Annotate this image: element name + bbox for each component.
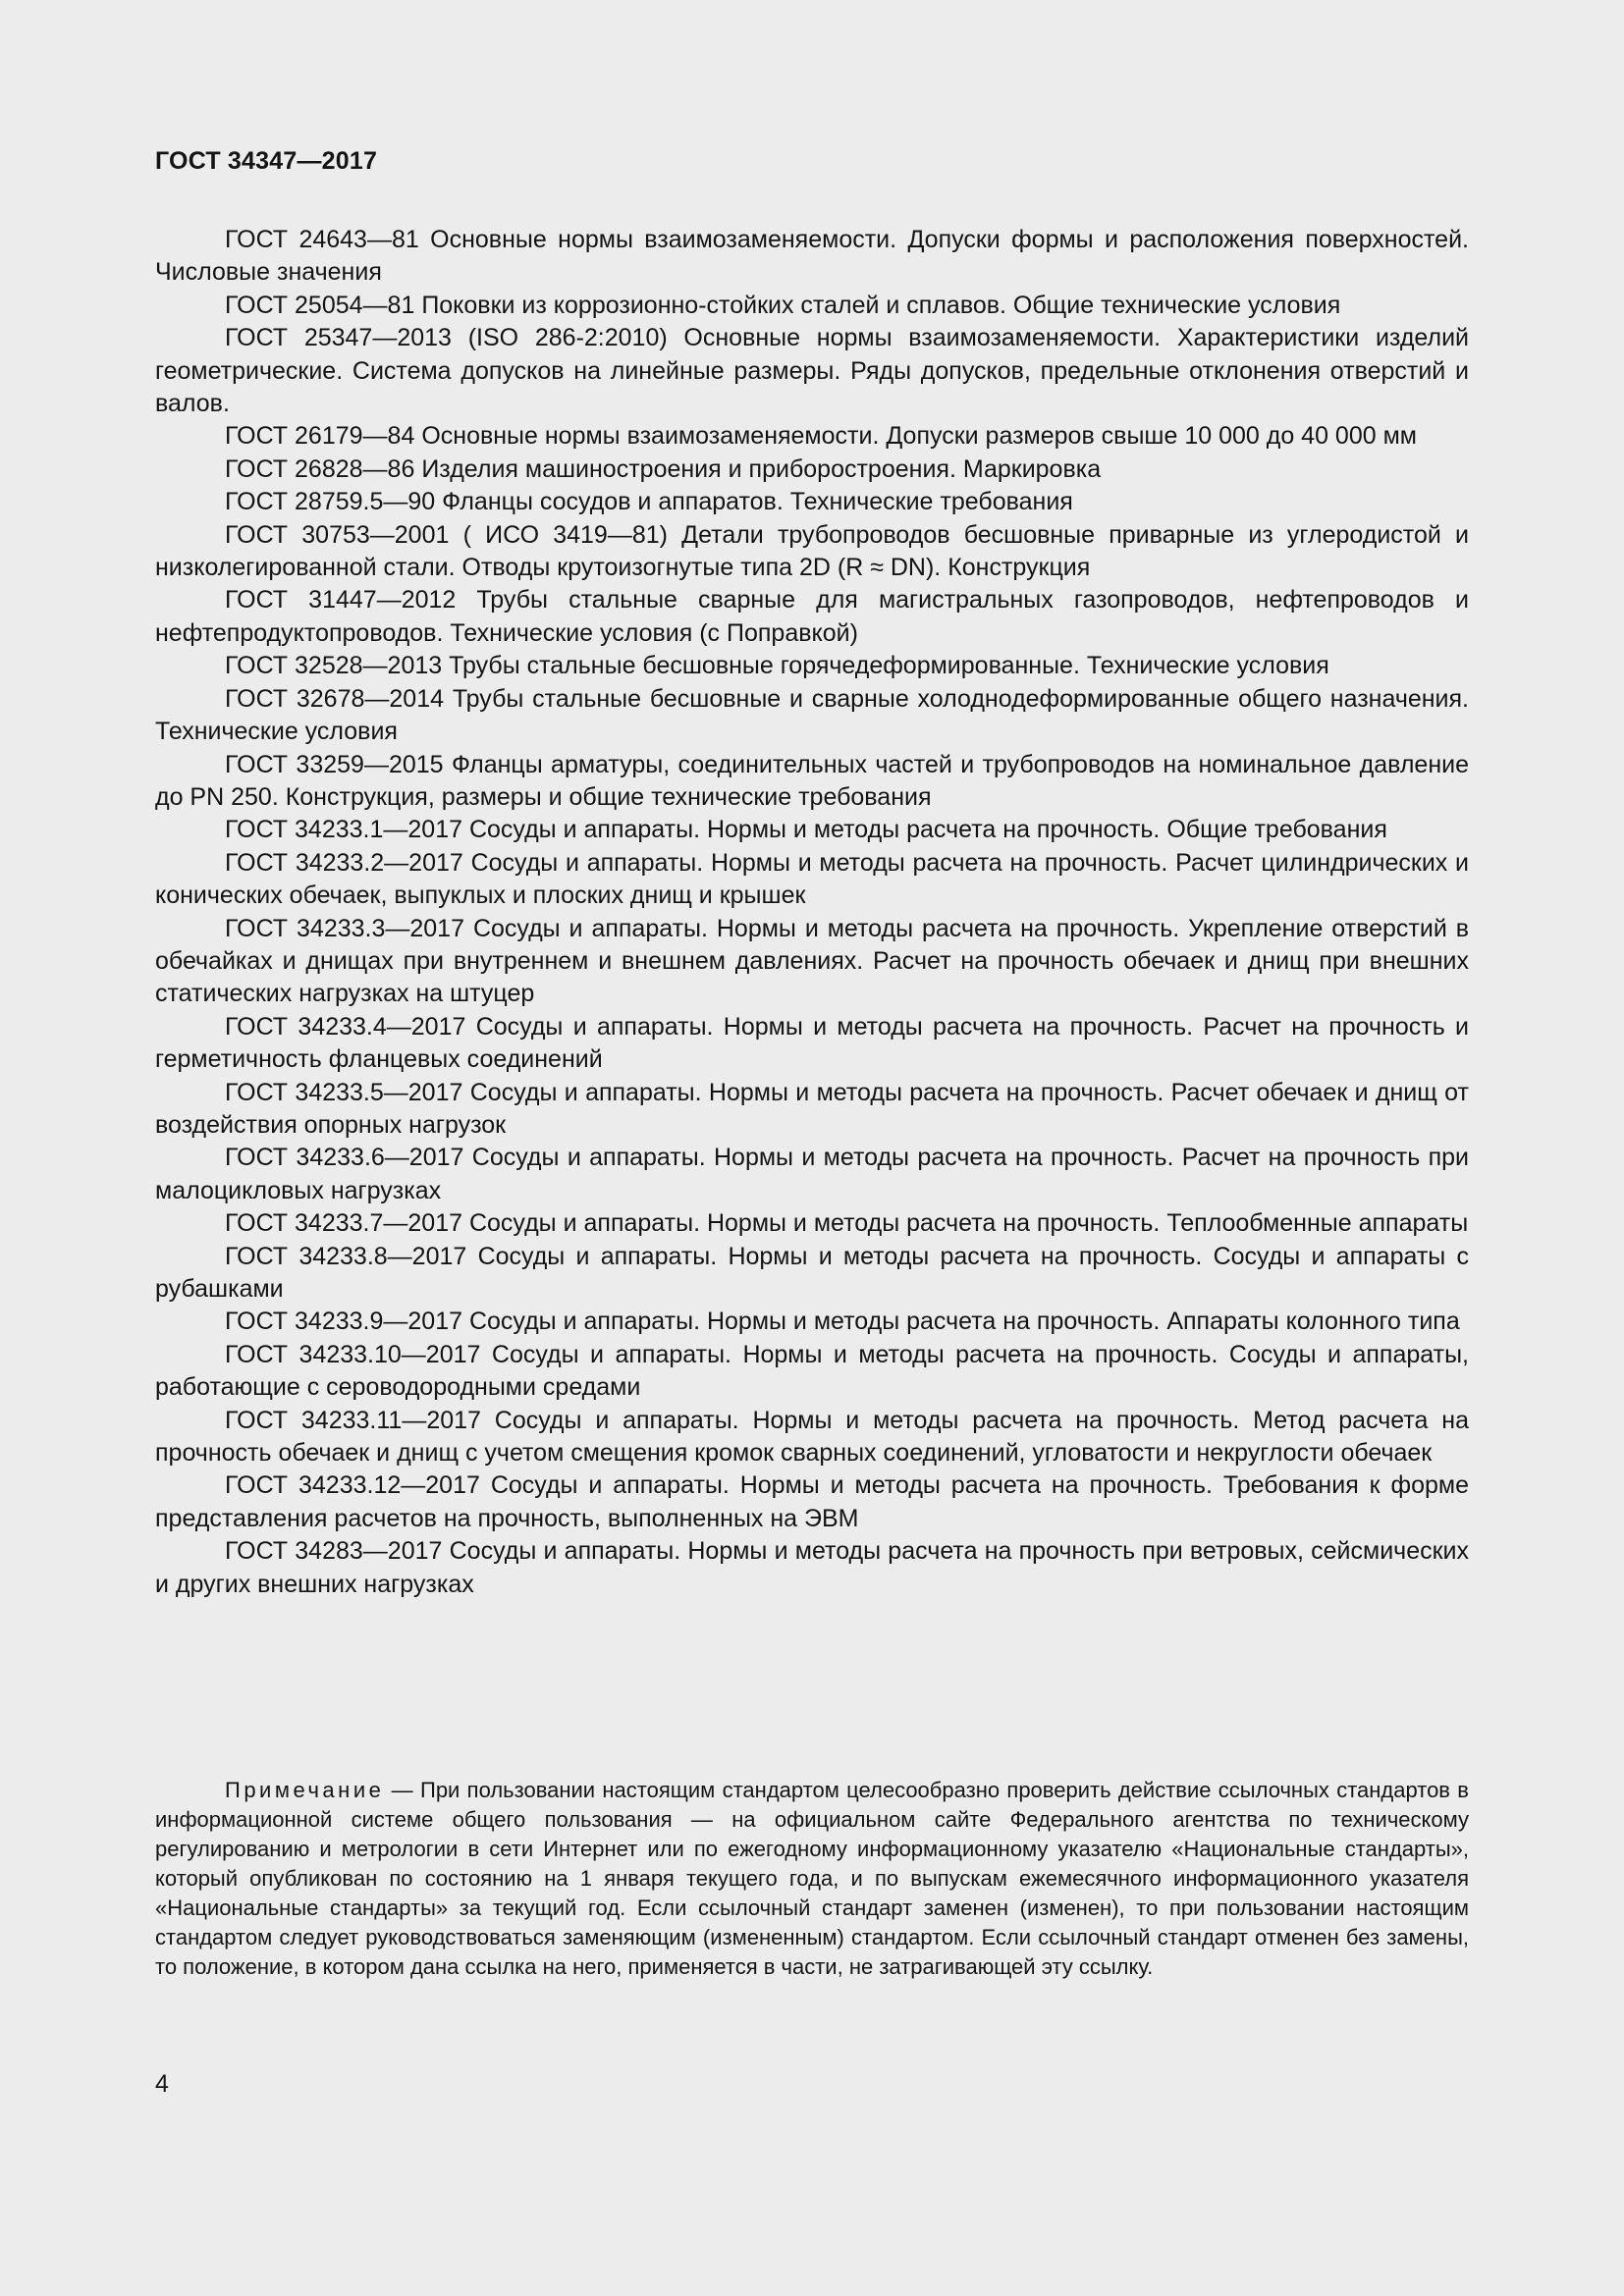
reference-item — [155, 1469, 1469, 1535]
reference-code: ГОСТ 34233.11—2017 — [225, 1406, 481, 1434]
reference-code: ГОСТ 34233.9—2017 — [225, 1308, 463, 1336]
reference-item — [155, 519, 1469, 585]
reference-code: ГОСТ 34233.10—2017 — [225, 1340, 481, 1368]
reference-code: ГОСТ 34233.4—2017 — [225, 1012, 466, 1041]
reference-item — [155, 1077, 1469, 1143]
reference-item — [155, 420, 1469, 453]
reference-title: Сосуды и аппараты. Нормы и методы расчета на прочность. Требования к форме представления расчетов на прочность, выполненных на ЭВМ — [155, 1471, 1469, 1532]
reference-code: ГОСТ 28759.5—90 — [225, 488, 436, 516]
reference-item — [155, 1339, 1469, 1405]
reference-item — [155, 1535, 1469, 1601]
reference-item — [155, 1241, 1469, 1307]
reference-item — [155, 683, 1469, 749]
reference-code: ГОСТ 25347—2013 — [225, 324, 452, 352]
note-paragraph — [155, 1776, 1469, 1982]
note-dash: — — [391, 1778, 413, 1802]
reference-title: Трубы стальные бесшовные и сварные холоднодеформированные общего назначения. Технические условия — [155, 684, 1469, 746]
reference-item — [155, 454, 1469, 486]
reference-code: ГОСТ 30753—2001 — [225, 520, 450, 549]
reference-code: ГОСТ 32678—2014 — [225, 684, 445, 713]
document-header-code: ГОСТ 34347—2017 — [155, 147, 378, 175]
reference-title: Трубы стальные бесшовные горячедеформированные. Технические условия — [449, 652, 1329, 680]
reference-code: ГОСТ 31447—2012 — [225, 586, 457, 614]
reference-code: ГОСТ 34233.3—2017 — [225, 914, 464, 942]
reference-title: Сосуды и аппараты. Нормы и методы расчета на прочность. Расчет на прочность при малоцикловых нагрузках — [155, 1144, 1469, 1204]
reference-title: Сосуды и аппараты. Нормы и методы расчета на прочность. Сосуды и аппараты с рубашками — [155, 1242, 1469, 1303]
reference-title: Поковки из коррозионно-стойких сталей и сплавов. Общие технические условия — [421, 291, 1341, 319]
reference-title: Сосуды и аппараты. Нормы и методы расчета на прочность. Расчет на прочность и герметичность фланцевых соединений — [155, 1012, 1469, 1074]
reference-code: ГОСТ 32528—2013 — [225, 652, 443, 680]
page-number: 4 — [155, 2070, 169, 2098]
reference-item — [155, 814, 1469, 846]
reference-item — [155, 847, 1469, 913]
reference-title: Сосуды и аппараты. Нормы и методы расчета на прочность. Аппараты колонного типа — [468, 1308, 1460, 1336]
reference-code: ГОСТ 33259—2015 — [225, 750, 444, 778]
reference-title: Сосуды и аппараты. Нормы и методы расчета на прочность. Укрепление отверстий в обечайках и днищах при внутреннем и внешнем давлениях. Расчет на прочность обечаек и днищ при внешних статических нагрузках на штуцер — [155, 914, 1469, 1008]
note-label: Примечание — [225, 1778, 385, 1802]
reference-code: ГОСТ 34233.1—2017 — [225, 816, 463, 844]
normative-references-list — [155, 224, 1469, 1601]
reference-item — [155, 650, 1469, 682]
reference-item — [155, 913, 1469, 1011]
reference-item — [155, 224, 1469, 290]
reference-title: Сосуды и аппараты. Нормы и методы расчета на прочность. Расчет обечаек и днищ от воздействия опорных нагрузок — [155, 1078, 1469, 1139]
reference-title: Сосуды и аппараты. Нормы и методы расчета на прочность. Теплообменные аппараты — [468, 1209, 1469, 1238]
note-text: При пользовании настоящим стандартом целесообразно проверить действие ссылочных стандартов в информационной системе общего пользования — на официальном сайте Федерального агентства по техническому регулированию и метрологии в сети Интернет или по ежегодному информационному указателю «Национальные стандарты», который опубликован по состоянию на 1 января текущего года, и по выпускам ежемесячного информационного указателя «Национальные стандарты» за текущий год. Если ссылочный стандарт заменен (изменен), то при пользовании настоящим стандартом следует руководствоваться заменяющим (измененным) стандартом. Если ссылочный стандарт отменен без замены, то положение, в котором дана ссылка на него, применяется в части, не затрагивающей эту ссылку. — [155, 1778, 1469, 1979]
reference-code: ГОСТ 26828—86 — [225, 454, 415, 483]
reference-title: Сосуды и аппараты. Нормы и методы расчета на прочность. Сосуды и аппараты, работающие с сероводородными средами — [155, 1340, 1469, 1402]
reference-title: Основные нормы взаимозаменяемости. Допуски формы и расположения поверхностей. Числовые значения — [155, 226, 1469, 287]
reference-title: Фланцы арматуры, соединительных частей и трубопроводов на номинальное давление до PN 250. Конструкция, размеры и общие технические требования — [155, 750, 1470, 811]
reference-title: Изделия машиностроения и приборостроения. Маркировка — [421, 454, 1102, 483]
reference-title: (ISO 286-2:2010) Основные нормы взаимозаменяемости. Характеристики изделий геометрические. Система допусков на линейные размеры. Ряды допусков, предельные отклонения отверстий и валов. — [155, 324, 1470, 418]
reference-code: ГОСТ 34233.8—2017 — [225, 1242, 467, 1270]
reference-title: Сосуды и аппараты. Нормы и методы расчета на прочность при ветровых, сейсмических и других внешних нагрузках — [155, 1537, 1469, 1598]
reference-title: Основные нормы взаимозаменяемости. Допуски размеров свыше 10 000 до 40 000 мм — [421, 422, 1417, 451]
reference-code: ГОСТ 34233.6—2017 — [225, 1144, 464, 1172]
reference-code: ГОСТ 34283—2017 — [225, 1537, 443, 1566]
reference-item — [155, 322, 1469, 420]
reference-code: ГОСТ 34233.7—2017 — [225, 1209, 463, 1238]
reference-title: Фланцы сосудов и аппаратов. Технические требования — [442, 488, 1073, 516]
reference-code: ГОСТ 34233.12—2017 — [225, 1471, 480, 1500]
reference-item — [155, 1405, 1469, 1470]
reference-item — [155, 1011, 1469, 1077]
reference-code: ГОСТ 24643—81 — [225, 226, 419, 253]
reference-code: ГОСТ 34233.2—2017 — [225, 848, 463, 877]
reference-title: Сосуды и аппараты. Нормы и методы расчета на прочность. Расчет цилиндрических и конических обечаек, выпуклых и плоских днищ и крышек — [155, 848, 1469, 910]
reference-item — [155, 486, 1469, 518]
reference-title: Трубы стальные сварные для магистральных газопроводов, нефтепроводов и нефтепродуктопроводов. Технические условия (с Поправкой) — [155, 586, 1470, 647]
reference-code: ГОСТ 26179—84 — [225, 422, 415, 451]
reference-title: Сосуды и аппараты. Нормы и методы расчета на прочность. Общие требования — [468, 816, 1387, 844]
reference-item — [155, 1142, 1469, 1207]
reference-code: ГОСТ 34233.5—2017 — [225, 1078, 463, 1106]
reference-item — [155, 1207, 1469, 1240]
reference-code: ГОСТ 25054—81 — [225, 291, 415, 319]
reference-item — [155, 749, 1469, 815]
reference-item — [155, 1306, 1469, 1338]
reference-item — [155, 290, 1469, 322]
reference-title: ( ИСО 3419—81) Детали трубопроводов бесшовные приварные из углеродистой и низколегированной стали. Отводы крутоизогнутые типа 2D (R ≈ DN). Конструкция — [155, 520, 1469, 582]
reference-title: Сосуды и аппараты. Нормы и методы расчета на прочность. Метод расчета на прочность обечаек и днищ с учетом смещения кромок сварных соединений, угловатости и некруглости обечаек — [155, 1406, 1469, 1468]
reference-item — [155, 584, 1469, 650]
